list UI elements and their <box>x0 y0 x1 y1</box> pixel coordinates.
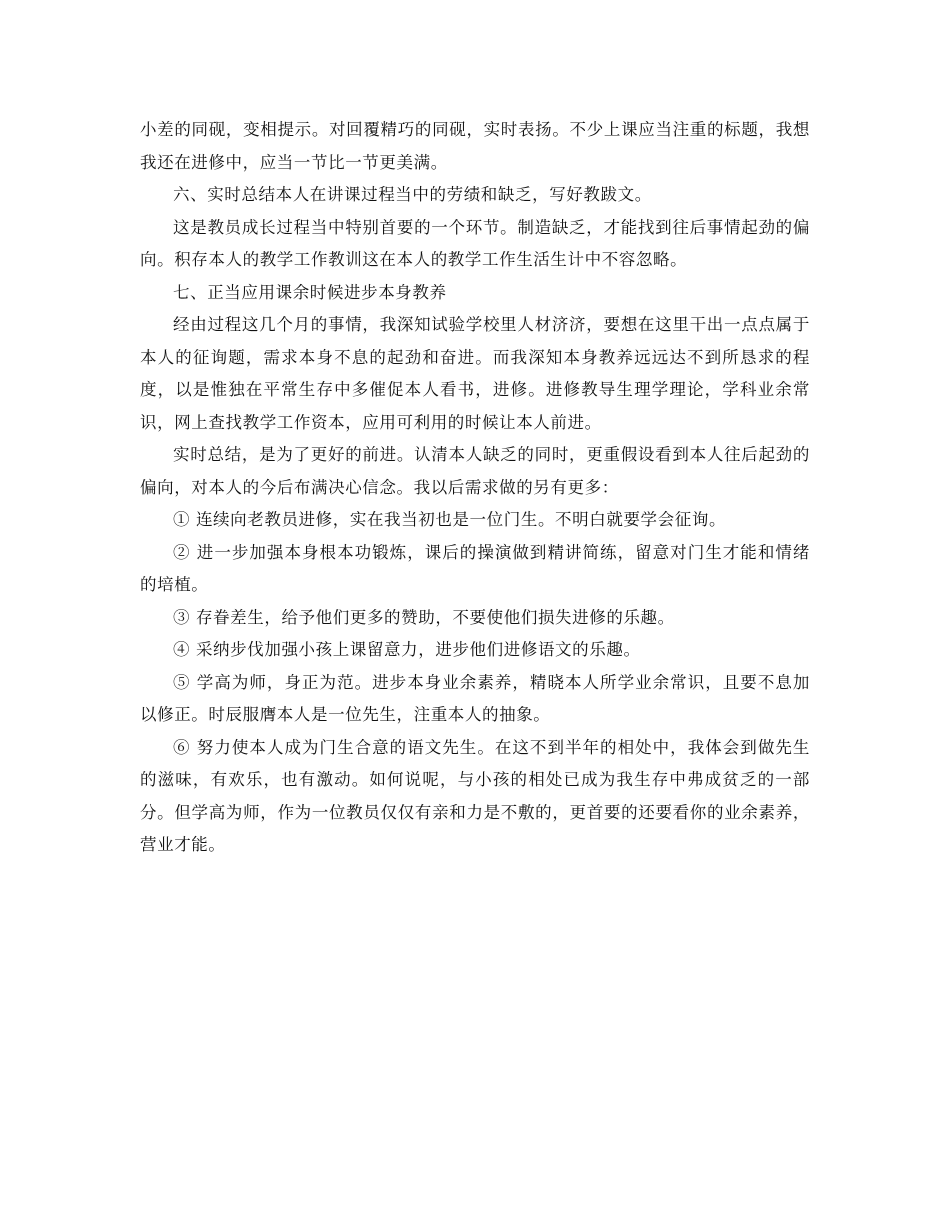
list-item: ③ 存眷差生，给予他们更多的赞助，不要使他们损失进修的乐趣。 <box>173 607 675 627</box>
list-item: ④ 采纳步伐加强小孩上课留意力，进步他们进修语文的乐趣。 <box>173 640 641 659</box>
paragraph-continuation: 小差的同砚，变相提示。对回覆精巧的同砚，实时表扬。不少上课应当注重的标题，我想我还在进修中，应当一节比一节更美满。 <box>140 120 810 172</box>
list-item: ⑥ 努力使本人成为门生合意的语文先生。在这不到半年的相处中，我体会到做先生的滋味，有欢乐，也有激动。如何说呢，与小孩的相处已成为我生存中弗成贫乏的一部分。但学高为师，作为一位教员仅仅有亲和力是不敷的，更首要的还要看你的业余素养，营业才能。 <box>140 737 810 854</box>
list-item: ⑤ 学高为师，身正为范。进步本身业余素养，精晓本人所学业余常识，且要不息加以修正。时辰服膺本人是一位先生，注重本人的抽象。 <box>140 672 810 724</box>
list-item: ① 连续向老教员进修，实在我当初也是一位门生。不明白就要学会征询。 <box>173 510 727 529</box>
list-item: ② 进一步加强本身根本功锻炼，课后的操演做到精讲简练，留意对门生才能和情绪的培植。 <box>140 542 810 594</box>
document-body <box>140 114 810 862</box>
section-heading-seven: 七、正当应用课余时候进步本身教养 <box>173 282 447 302</box>
paragraph: 这是教员成长过程当中特别首要的一个环节。制造缺乏，才能找到往后事情起劲的偏向。积存本人的教学工作教训这在本人的教学工作生活生计中不容忽略。 <box>140 217 810 269</box>
section-heading-six: 六、实时总结本人在讲课过程当中的劳绩和缺乏，写好教跋文。 <box>173 185 652 204</box>
paragraph: 经由过程这几个月的事情，我深知试验学校里人材济济，要想在这里干出一点点属于本人的征询题，需求本身不息的起劲和奋进。而我深知本身教养远远达不到所恳求的程度，以是惟独在平常生存中多催促本人看书，进修。进修教导生理学理论，学科业余常识，网上查找教学工作资本，应用可利用的时候让本人前进。 <box>140 315 810 432</box>
paragraph: 实时总结，是为了更好的前进。认清本人缺乏的同时，更重假设看到本人往后起劲的偏向，对本人的今后布满决心信念。我以后需求做的另有更多： <box>140 445 810 497</box>
